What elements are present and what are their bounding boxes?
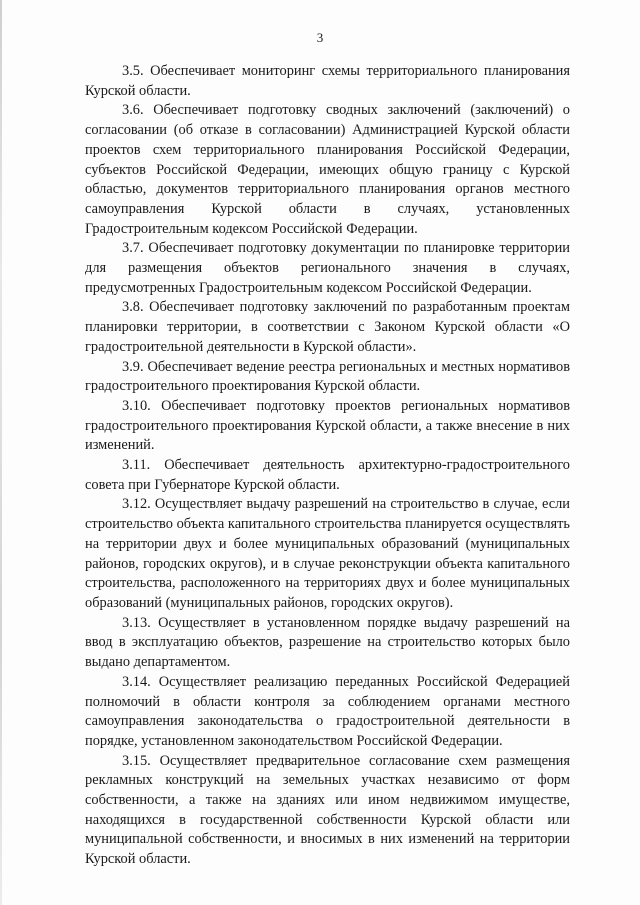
paragraph-3-6: 3.6. Обеспечивает подготовку сводных заключений (заключений) о согласовании (об отказе в согласовании) Администрацией Курской области проектов схем территориального планирования Российской Федерации, субъектов Российской Федерации, имеющих общую границу с Курской областью, документов территориального планирования органов местного самоуправления Курской области в случаях, установленных Градостроительным кодексом Российской Федерации. (85, 102, 570, 237)
scan-edge (0, 0, 2, 905)
paragraph-3-13: 3.13. Осуществляет в установленном порядке выдачу разрешений на ввод в эксплуатацию объектов, разрешение на строительство которых было выдано департаментом. (85, 614, 570, 671)
page-number: 3 (316, 30, 324, 45)
paragraph-3-5: 3.5. Обеспечивает мониторинг схемы территориального планирования Курской области. (85, 63, 570, 99)
paragraph-3-10: 3.10. Обеспечивает подготовку проектов региональных нормативов градостроительного проектирования Курской области, а также внесение в них изменений. (85, 397, 570, 454)
paragraph-3-12: 3.12. Осуществляет выдачу разрешений на строительство в случае, если строительство объекта капитального строительства планируется осуществлять на территории двух и более муниципальных образований (муниципальных районов, городских округов), и в случае реконструкции объекта капитального строительства, расположенного на территориях двух и более муниципальных образований (муниципальных районов, городских округов). (85, 496, 570, 611)
document-body (85, 62, 570, 870)
paragraph-3-9: 3.9. Обеспечивает ведение реестра региональных и местных нормативов градостроительного проектирования Курской области. (85, 358, 570, 395)
paragraph-3-7: 3.7. Обеспечивает подготовку документации по планировке территории для размещения объектов регионального значения в случаях, предусмотренных Градостроительным кодексом Российской Федерации. (85, 240, 570, 296)
paragraph-3-15: 3.15. Осуществляет предварительное согласование схем размещения рекламных конструкций на земельных участках независимо от форм собственности, а также на зданиях или ином недвижимом имуществе, находящихся в государственной собственности Курской области или муниципальной собственности, и вносимых в них изменений на территории Курской области. (85, 752, 570, 868)
paragraph-3-14: 3.14. Осуществляет реализацию переданных Российской Федерацией полномочий в области контроля за соблюдением органами местного самоуправления законодательства о градостроительной деятельности в порядке, установленном законодательством Российской Федерации. (85, 673, 570, 749)
paragraph-3-8: 3.8. Обеспечивает подготовку заключений по разработанным проектам планировки территории, в соответствии с Законом Курской области «О градостроительной деятельности в Курской области». (85, 299, 570, 355)
paragraph-3-11: 3.11. Обеспечивает деятельность архитектурно-градостроительного совета при Губернаторе Курской области. (85, 457, 570, 493)
